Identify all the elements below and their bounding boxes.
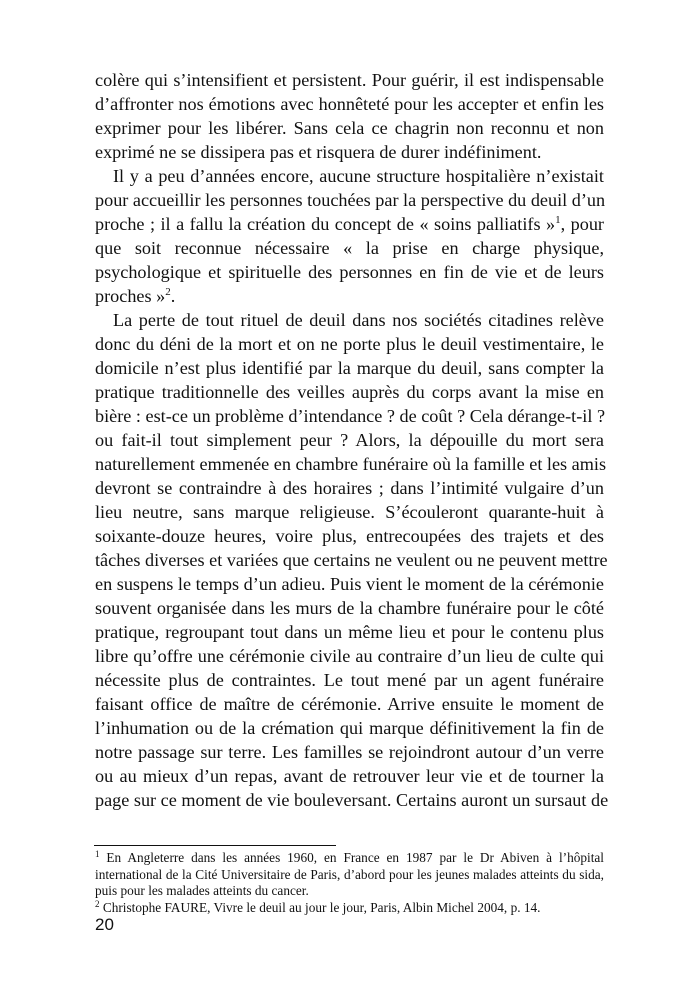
line-text: . xyxy=(170,286,176,306)
text-line xyxy=(95,212,604,236)
footnote-text: Christophe FAURE, Vivre le deuil au jour le jour, Paris, Albin Michel 2004, p. 14. xyxy=(99,899,541,915)
text-line: tâches diverses et variées que certains ne veulent ou ne peuvent mettre xyxy=(95,550,608,570)
line-text: proche ; il a fallu la création du concept de « soins palliatifs » xyxy=(95,214,556,234)
footnote-line: puis pour les malades atteints du cancer. xyxy=(95,883,309,898)
footnote-line: international de la Cité Universitaire de Paris, d’abord pour les jeunes malades atteints du sida, xyxy=(95,866,604,882)
text-line: Il y a peu d’années encore, aucune structure hospitalière n’existait xyxy=(113,166,604,186)
line-text: proches » xyxy=(95,286,166,306)
text-line xyxy=(95,284,604,308)
footnote-mark: 2 xyxy=(95,898,100,909)
text-line: que soit reconnue nécessaire « la prise en charge physique, xyxy=(95,238,604,258)
text-line: donc du déni de la mort et on ne porte plus le deuil vestimentaire, le xyxy=(95,334,604,354)
text-line: faisant office de maître de cérémonie. Arrive ensuite le moment de xyxy=(95,694,604,714)
body-text xyxy=(95,68,609,812)
text-line: nécessite plus de contraintes. Le tout mené par un agent funéraire xyxy=(95,670,604,690)
text-line: page sur ce moment de vie bouleversant. Certains auront un sursaut de xyxy=(95,790,609,810)
text-line: devront se contraindre à des horaires ; dans l’intimité vulgaire d’un xyxy=(95,478,604,498)
text-line: souvent organisée dans les murs de la chambre funéraire pour le côté xyxy=(95,598,604,618)
text-line: exprimer pour les libérer. Sans cela ce chagrin non reconnu et non xyxy=(95,118,604,138)
text-line: d’affronter nos émotions avec honnêteté pour les accepter et enfin les xyxy=(95,94,604,114)
footnote-ref-2[interactable]: 2 xyxy=(165,286,171,298)
footnote-text: En Angleterre dans les années 1960, en France en 1987 par le Dr Abiven à l’hôpital xyxy=(99,850,604,865)
text-line: exprimé ne se dissipera pas et risquera de durer indéfiniment. xyxy=(95,142,542,162)
text-line: pratique traditionnelle des veilles auprès du corps avant la mise en xyxy=(95,382,604,402)
text-line: bière : est-ce un problème d’intendance ? de coût ? Cela dérange-t-il ? xyxy=(95,406,606,426)
footnote-mark: 1 xyxy=(95,849,100,859)
text-line: La perte de tout rituel de deuil dans nos sociétés citadines relève xyxy=(113,310,604,330)
text-line: notre passage sur terre. Les familles se rejoindront autour d’un verre xyxy=(95,742,604,762)
text-line: soixante-douze heures, voire plus, entrecoupées des trajets et des xyxy=(95,526,604,546)
text-line: pratique, regroupant tout dans un même lieu et pour le contenu plus xyxy=(95,622,604,642)
footnote-2 xyxy=(95,900,604,917)
text-line: en suspens le temps d’un adieu. Puis vient le moment de la cérémonie xyxy=(95,574,604,594)
text-line: psychologique et spirituelle des personnes en fin de vie et de leurs xyxy=(95,262,604,282)
text-line: colère qui s’intensifient et persistent. Pour guérir, il est indispensable xyxy=(95,70,604,90)
text-line: l’inhumation ou de la crémation qui marque définitivement la fin de xyxy=(95,718,604,738)
text-line: naturellement emmenée en chambre funéraire où la famille et les amis xyxy=(95,454,607,474)
line-text: , pour xyxy=(560,214,604,234)
text-line: ou fait-il tout simplement peur ? Alors, la dépouille du mort sera xyxy=(95,430,604,450)
text-line: pour accueillir les personnes touchées par la perspective du deuil d’un xyxy=(95,190,606,210)
text-line: ou au mieux d’un repas, avant de retrouver leur vie et de tourner la xyxy=(95,766,604,786)
footnote-separator xyxy=(94,845,336,846)
text-line: libre qu’offre une cérémonie civile au contraire d’un lieu de culte qui xyxy=(95,646,604,666)
page-number: 20 xyxy=(95,915,114,934)
text-line: domicile n’est plus identifié par la marque du deuil, sans compter la xyxy=(95,358,604,378)
text-line: lieu neutre, sans marque religieuse. S’écouleront quarante-huit à xyxy=(95,502,604,522)
footnotes xyxy=(95,850,604,916)
footnote-ref-1[interactable]: 1 xyxy=(555,214,561,226)
footnote-1 xyxy=(95,850,604,867)
